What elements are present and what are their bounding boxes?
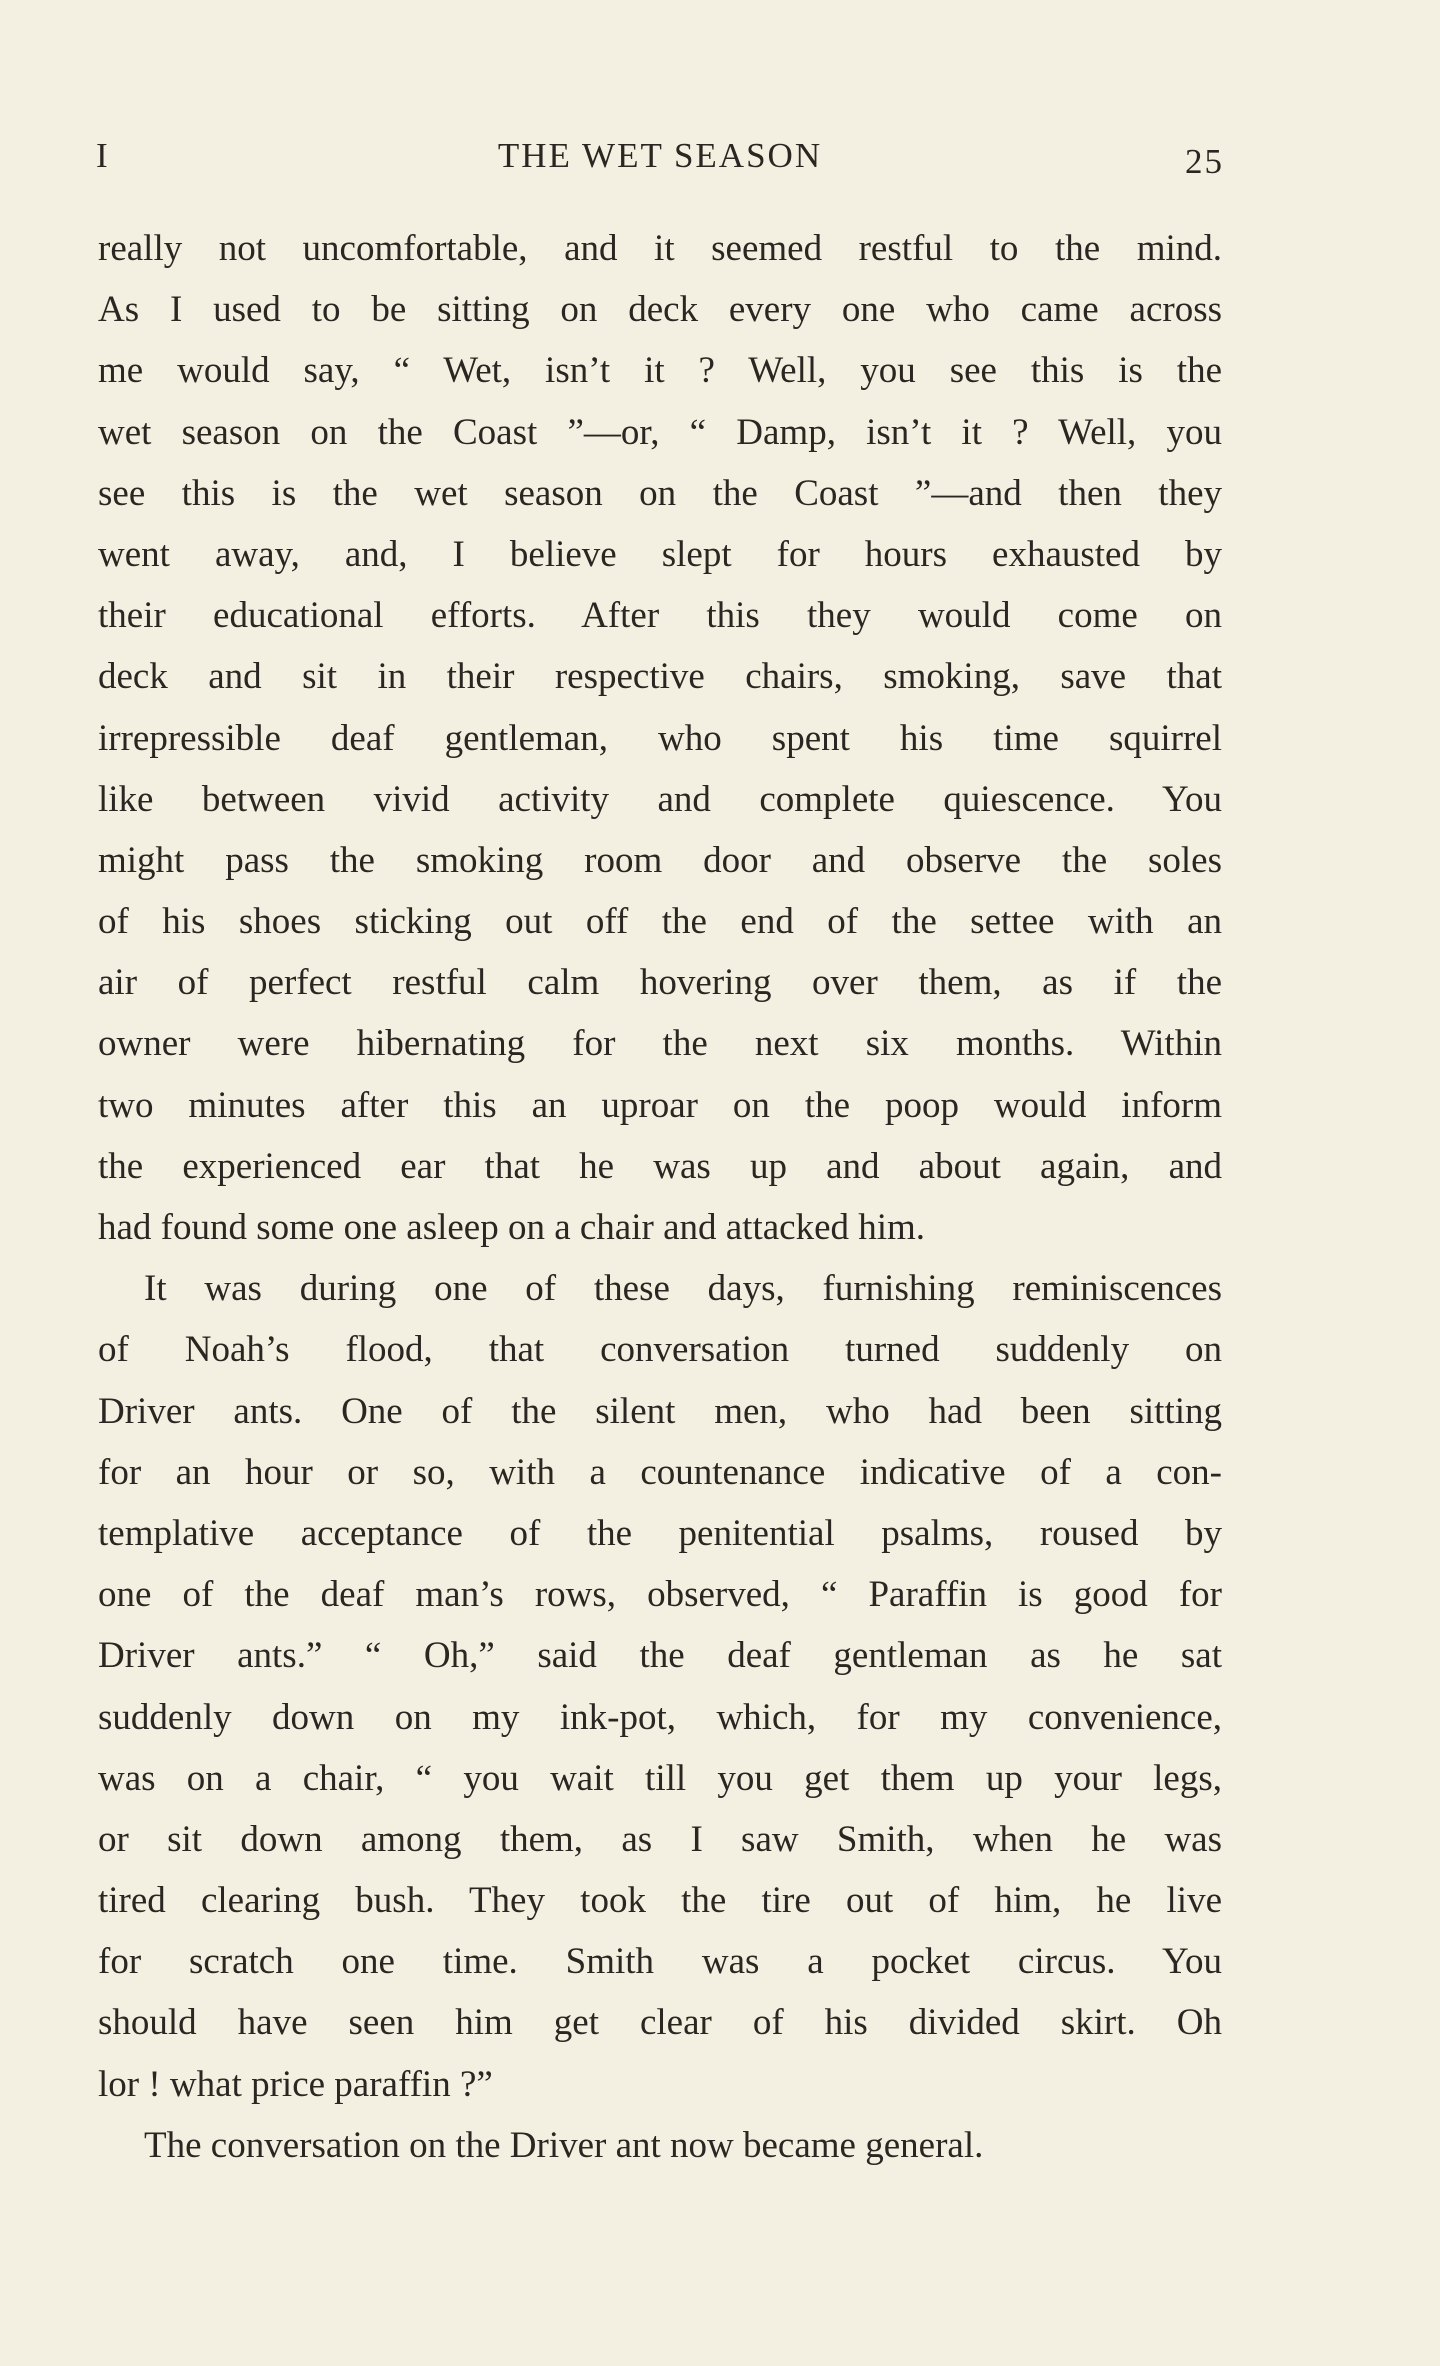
text-line: As I used to be sitting on deck every one who came across (98, 289, 1222, 331)
text-line: Driver ants. One of the silent men, who had been sitting (98, 1390, 1222, 1432)
paragraph-last-line: lor ! what price paraffin ?” (98, 2063, 493, 2105)
chapter-numeral: I (96, 136, 110, 175)
paragraph-last-line: had found some one asleep on a chair and attacked him. (98, 1207, 926, 1248)
text-line: wet season on the Coast ”—or, “ Damp, isn’t it ? Well, you (98, 411, 1222, 453)
text-line: air of perfect restful calm hovering over them, as if the (98, 962, 1222, 1004)
running-head (96, 132, 1224, 182)
text-line: was on a chair, “ you wait till you get them up your legs, (98, 1757, 1222, 1799)
text-line: really not uncomfortable, and it seemed restful to the mind. (98, 228, 1222, 269)
text-line: their educational efforts. After this they would come on (98, 595, 1222, 637)
text-line: the experienced ear that he was up and about again, and (98, 1145, 1222, 1187)
text-line: for scratch one time. Smith was a pocket circus. You (98, 1941, 1222, 1983)
paragraph-first-line: The conversation on the Driver ant now became general. (144, 2124, 984, 2166)
text-line: see this is the wet season on the Coast ”—and then they (98, 472, 1222, 514)
text-line: like between vivid activity and complete quiescence. You (98, 778, 1222, 820)
text-line: or sit down among them, as I saw Smith, when he was (98, 1818, 1222, 1860)
text-line: of Noah’s flood, that conversation turned suddenly on (98, 1329, 1222, 1371)
text-line: owner were hibernating for the next six months. Within (98, 1023, 1222, 1065)
running-title: THE WET SEASON (497, 136, 823, 175)
text-line: two minutes after this an uproar on the poop would inform (98, 1084, 1222, 1126)
text-line: for an hour or so, with a countenance indicative of a con- (98, 1451, 1222, 1493)
body-text (98, 218, 1222, 2176)
text-line: deck and sit in their respective chairs, smoking, save that (98, 656, 1222, 698)
text-line: tired clearing bush. They took the tire out of him, he live (98, 1880, 1222, 1922)
text-line: Driver ants.” “ Oh,” said the deaf gentleman as he sat (98, 1635, 1222, 1677)
text-line: should have seen him get clear of his divided skirt. Oh (98, 2002, 1222, 2044)
text-line: me would say, “ Wet, isn’t it ? Well, you see this is the (98, 350, 1222, 392)
text-line: templative acceptance of the penitential psalms, roused by (98, 1512, 1222, 1554)
text-line: might pass the smoking room door and observe the soles (98, 839, 1222, 881)
text-line: irrepressible deaf gentleman, who spent his time squirrel (98, 717, 1222, 759)
page-number: 25 (1185, 142, 1224, 181)
paragraph-first-line: It was during one of these days, furnishing reminiscences (144, 1268, 1222, 1310)
text-line: of his shoes sticking out off the end of the settee with an (98, 901, 1222, 943)
text-line: suddenly down on my ink-pot, which, for my convenience, (98, 1696, 1222, 1738)
text-line: went away, and, I believe slept for hours exhausted by (98, 533, 1222, 575)
text-line: one of the deaf man’s rows, observed, “ Paraffin is good for (98, 1574, 1222, 1616)
